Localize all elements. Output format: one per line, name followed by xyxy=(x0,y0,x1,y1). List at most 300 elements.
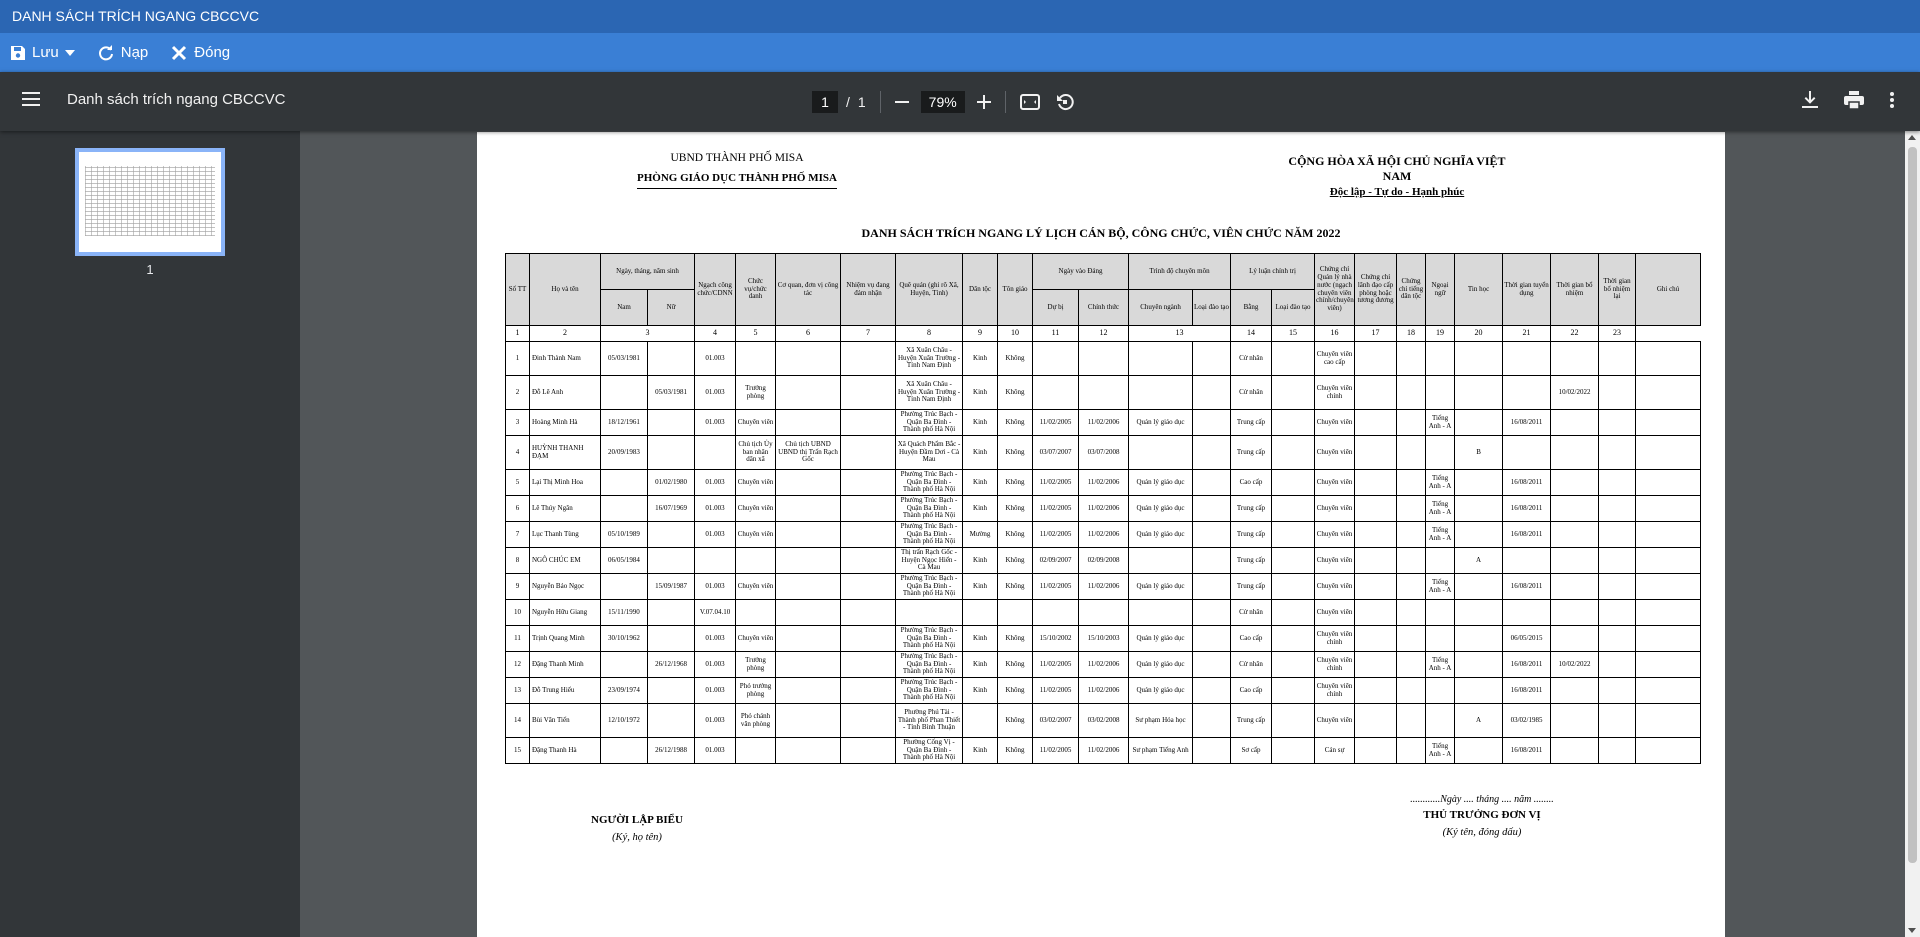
table-row xyxy=(506,470,1701,496)
cell-office: Chủ tịch UBND UBND thị Trấn Rạch Gốc xyxy=(776,436,841,470)
rotate-button[interactable] xyxy=(1056,93,1074,111)
page-number-input[interactable]: 1 xyxy=(812,91,838,113)
cell-leader xyxy=(1355,496,1397,522)
cell-ethnic: Kinh xyxy=(963,548,998,574)
column-number: 3 xyxy=(601,326,695,342)
cell-pol-degree: Cao cấp xyxy=(1231,626,1272,652)
cell-it: A xyxy=(1455,548,1503,574)
table-row xyxy=(506,652,1701,678)
cell-recruit xyxy=(1503,548,1551,574)
cell-party-official: 11/02/2006 xyxy=(1079,652,1129,678)
fit-page-button[interactable] xyxy=(1020,94,1040,110)
cell-name: Đỗ Lê Anh xyxy=(530,376,601,410)
cell-position: Chuyên viên xyxy=(736,496,776,522)
table-row xyxy=(506,522,1701,548)
head-subtitle: (Ký tên, đóng dấu) xyxy=(1442,827,1522,838)
cell-recruit: 16/08/2011 xyxy=(1503,470,1551,496)
cell-state-mgmt: Cán sự xyxy=(1315,738,1355,764)
nation-line1: CỘNG HÒA XÃ HỘI CHỦ NGHĨA VIỆT NAM xyxy=(1288,154,1506,183)
document-heading: DANH SÁCH TRÍCH NGANG LÝ LỊCH CÁN BỘ, CÔNG CHỨC, VIÊN CHỨC NĂM 2022 xyxy=(861,226,1341,240)
cell-party-pre: 11/02/2005 xyxy=(1033,522,1079,548)
chevron-down-icon xyxy=(65,49,75,57)
cell-female xyxy=(648,678,695,704)
cell-stt: 4 xyxy=(506,436,530,470)
cell-religion: Không xyxy=(998,522,1033,548)
cell-party-official: 11/02/2006 xyxy=(1079,522,1129,548)
cell-duty xyxy=(841,548,896,574)
cell-reappoint xyxy=(1599,600,1636,626)
cell-party-pre xyxy=(1033,600,1079,626)
maker-signature-block xyxy=(567,810,707,843)
cell-it xyxy=(1455,410,1503,436)
page-thumbnail[interactable] xyxy=(75,148,225,256)
cell-reappoint xyxy=(1599,704,1636,738)
cell-name: NGÔ CHÚC EM xyxy=(530,548,601,574)
column-number: 16 xyxy=(1315,326,1355,342)
cell-pol-type xyxy=(1272,738,1315,764)
cell-female: 01/02/1980 xyxy=(648,470,695,496)
cell-position: Chủ tịch Ủy ban nhân dân xã xyxy=(736,436,776,470)
refresh-icon xyxy=(97,44,115,62)
close-label: Đóng xyxy=(194,44,231,61)
cell-rank: 01.003 xyxy=(695,470,736,496)
cell-party-official: 03/07/2008 xyxy=(1079,436,1129,470)
cell-recruit: 16/08/2011 xyxy=(1503,410,1551,436)
menu-button[interactable] xyxy=(22,92,40,111)
cell-name: Bùi Văn Tiến xyxy=(530,704,601,738)
table-row xyxy=(506,574,1701,600)
cell-ethnic: Kinh xyxy=(963,496,998,522)
cell-state-mgmt: Chuyên viên chính xyxy=(1315,678,1355,704)
cell-duty xyxy=(841,600,896,626)
header-duty: Nhiệm vụ đang đảm nhận xyxy=(841,254,896,326)
cell-female xyxy=(648,548,695,574)
cell-rank: 01.003 xyxy=(695,410,736,436)
cell-hometown: Xã Quách Phẩm Bắc - Huyện Đầm Dơi - Cà Mau xyxy=(896,436,963,470)
cell-note xyxy=(1636,738,1701,764)
print-button[interactable] xyxy=(1844,91,1864,109)
cell-party-pre: 11/02/2005 xyxy=(1033,652,1079,678)
cell-major: Sư phạm Tiếng Anh xyxy=(1129,738,1193,764)
cell-pol-degree: Cao cấp xyxy=(1231,678,1272,704)
column-number: 8 xyxy=(896,326,963,342)
cell-major xyxy=(1129,376,1193,410)
cell-duty xyxy=(841,652,896,678)
cell-ethnic: Kinh xyxy=(963,470,998,496)
cell-note xyxy=(1636,704,1701,738)
cell-stt: 7 xyxy=(506,522,530,548)
cell-male xyxy=(601,470,648,496)
cell-rank: 01.003 xyxy=(695,574,736,600)
more-options-button[interactable] xyxy=(1890,91,1894,109)
header-it: Tin học xyxy=(1455,254,1503,326)
zoom-in-button[interactable] xyxy=(977,95,991,109)
cell-office xyxy=(776,522,841,548)
cell-ethnic-lang xyxy=(1397,548,1426,574)
cell-position: Trưởng phòng xyxy=(736,376,776,410)
cell-rank: 01.003 xyxy=(695,376,736,410)
header-male: Nam xyxy=(601,290,648,326)
cell-religion: Không xyxy=(998,738,1033,764)
cell-male: 20/09/1983 xyxy=(601,436,648,470)
cell-duty xyxy=(841,626,896,652)
more-vertical-icon xyxy=(1890,92,1894,108)
cell-ethnic-lang xyxy=(1397,574,1426,600)
cell-state-mgmt: Chuyên viên xyxy=(1315,704,1355,738)
column-number: 23 xyxy=(1599,326,1636,342)
cell-appoint xyxy=(1551,342,1599,376)
column-number: 6 xyxy=(776,326,841,342)
cell-state-mgmt: Chuyên viên xyxy=(1315,410,1355,436)
cell-note xyxy=(1636,600,1701,626)
divider xyxy=(1005,91,1006,113)
table-row xyxy=(506,738,1701,764)
cell-foreign: Tiếng Anh - A xyxy=(1426,470,1455,496)
cell-reappoint xyxy=(1599,342,1636,376)
save-button[interactable] xyxy=(10,44,75,61)
cell-party-pre: 11/02/2005 xyxy=(1033,678,1079,704)
cell-state-mgmt: Chuyên viên xyxy=(1315,548,1355,574)
cell-pol-degree: Cao cấp xyxy=(1231,470,1272,496)
cell-party-pre: 11/02/2005 xyxy=(1033,470,1079,496)
cell-name: Đỗ Trung Hiếu xyxy=(530,678,601,704)
table-row xyxy=(506,496,1701,522)
cell-male: 18/12/1961 xyxy=(601,410,648,436)
table-row xyxy=(506,704,1701,738)
cell-edu-type xyxy=(1193,342,1231,376)
cell-rank: 01.003 xyxy=(695,522,736,548)
cell-reappoint xyxy=(1599,410,1636,436)
cell-office xyxy=(776,470,841,496)
cell-ethnic: Kinh xyxy=(963,678,998,704)
cell-ethnic xyxy=(963,600,998,626)
header-pol-degree: Bằng xyxy=(1231,290,1272,326)
column-number-row xyxy=(506,326,1701,342)
cell-pol-type xyxy=(1272,678,1315,704)
cell-pol-type xyxy=(1272,436,1315,470)
cell-party-official: 11/02/2006 xyxy=(1079,496,1129,522)
cell-foreign: Tiếng Anh - A xyxy=(1426,496,1455,522)
cell-recruit: 06/05/2015 xyxy=(1503,626,1551,652)
cell-appoint xyxy=(1551,704,1599,738)
window-title: DANH SÁCH TRÍCH NGANG CBCCVC xyxy=(0,0,1920,33)
cell-stt: 1 xyxy=(506,342,530,376)
cell-hometown: Thị trấn Rạch Gốc - Huyện Ngọc Hiển - Cà Mau xyxy=(896,548,963,574)
column-number: 9 xyxy=(963,326,998,342)
cell-reappoint xyxy=(1599,436,1636,470)
cell-appoint: 10/02/2022 xyxy=(1551,376,1599,410)
cell-pol-type xyxy=(1272,342,1315,376)
cell-pol-degree: Cử nhân xyxy=(1231,652,1272,678)
cell-rank: 01.003 xyxy=(695,626,736,652)
cell-reappoint xyxy=(1599,496,1636,522)
cell-major: Quản lý giáo dục xyxy=(1129,410,1193,436)
print-icon xyxy=(1844,91,1864,109)
header-ethnic: Dân tộc xyxy=(963,254,998,326)
column-number: 1 xyxy=(506,326,530,342)
cell-name: Đặng Thanh Minh xyxy=(530,652,601,678)
cell-note xyxy=(1636,626,1701,652)
cell-recruit xyxy=(1503,342,1551,376)
cell-hometown: Phường Trúc Bạch - Quận Ba Đình - Thành phố Hà Nội xyxy=(896,626,963,652)
cell-position: Chuyên viên xyxy=(736,410,776,436)
column-number: 21 xyxy=(1503,326,1551,342)
thumbnail-sidebar xyxy=(0,131,300,937)
column-number: 15 xyxy=(1272,326,1315,342)
maker-title: NGƯỜI LẬP BIỂU xyxy=(591,814,683,826)
cell-reappoint xyxy=(1599,470,1636,496)
cell-foreign: Tiếng Anh - A xyxy=(1426,410,1455,436)
cell-party-official: 03/02/2008 xyxy=(1079,704,1129,738)
cell-religion xyxy=(998,600,1033,626)
cell-note xyxy=(1636,496,1701,522)
cell-female xyxy=(648,342,695,376)
cell-religion: Không xyxy=(998,574,1033,600)
cell-state-mgmt: Chuyên viên chính xyxy=(1315,652,1355,678)
hamburger-menu-icon xyxy=(22,92,40,106)
cell-note xyxy=(1636,470,1701,496)
cell-ethnic-lang xyxy=(1397,704,1426,738)
cell-pol-degree: Trung cấp xyxy=(1231,548,1272,574)
cell-stt: 2 xyxy=(506,376,530,410)
cell-pol-type xyxy=(1272,704,1315,738)
cell-hometown: Phường Trúc Bạch - Quận Ba Đình - Thành phố Hà Nội xyxy=(896,574,963,600)
header-party-pre: Dự bị xyxy=(1033,290,1079,326)
cell-pol-type xyxy=(1272,548,1315,574)
cell-name: Nguyễn Hữu Giang xyxy=(530,600,601,626)
column-number: 12 xyxy=(1079,326,1129,342)
cell-pol-type xyxy=(1272,470,1315,496)
cell-edu-type xyxy=(1193,522,1231,548)
cell-stt: 9 xyxy=(506,574,530,600)
cell-name: Trịnh Quang Minh xyxy=(530,626,601,652)
reload-button[interactable] xyxy=(97,44,149,62)
cell-appoint xyxy=(1551,410,1599,436)
cell-party-pre: 03/07/2007 xyxy=(1033,436,1079,470)
cell-it xyxy=(1455,496,1503,522)
cell-religion: Không xyxy=(998,652,1033,678)
cell-party-official: 11/02/2006 xyxy=(1079,410,1129,436)
cell-note xyxy=(1636,522,1701,548)
cell-duty xyxy=(841,342,896,376)
cell-reappoint xyxy=(1599,522,1636,548)
cell-office xyxy=(776,496,841,522)
cell-office xyxy=(776,704,841,738)
header-stt: Số TT xyxy=(506,254,530,326)
cell-edu-type xyxy=(1193,574,1231,600)
header-foreign-lang: Ngoại ngữ xyxy=(1426,254,1455,326)
table-row xyxy=(506,600,1701,626)
cell-party-official xyxy=(1079,376,1129,410)
scroll-down-arrow[interactable] xyxy=(1908,928,1916,933)
cell-ethnic: Mường xyxy=(963,522,998,548)
cell-office xyxy=(776,342,841,376)
cell-ethnic: Kinh xyxy=(963,376,998,410)
column-number: 17 xyxy=(1355,326,1397,342)
zoom-out-button[interactable] xyxy=(895,95,909,109)
column-number: 11 xyxy=(1033,326,1079,342)
cell-position: Chuyên viên xyxy=(736,470,776,496)
cell-major: Quản lý giáo dục xyxy=(1129,522,1193,548)
cell-position: Trưởng phòng xyxy=(736,652,776,678)
column-number: 20 xyxy=(1455,326,1503,342)
column-number: 2 xyxy=(530,326,601,342)
cell-party-official xyxy=(1079,600,1129,626)
cell-party-pre xyxy=(1033,342,1079,376)
cell-position xyxy=(736,342,776,376)
cell-it xyxy=(1455,626,1503,652)
cell-office xyxy=(776,738,841,764)
cell-pol-type xyxy=(1272,410,1315,436)
agency-line1: UBND THÀNH PHỐ MISA xyxy=(670,152,804,164)
cell-ethnic: Kinh xyxy=(963,738,998,764)
column-number: 10 xyxy=(998,326,1033,342)
cell-state-mgmt: Chuyên viên xyxy=(1315,496,1355,522)
header-appoint: Thời gian bổ nhiệm xyxy=(1551,254,1599,326)
cell-edu-type xyxy=(1193,652,1231,678)
table-row xyxy=(506,548,1701,574)
cell-leader xyxy=(1355,678,1397,704)
cell-office xyxy=(776,626,841,652)
cell-edu-type xyxy=(1193,496,1231,522)
cell-foreign: Tiếng Anh - A xyxy=(1426,652,1455,678)
header-party-official: Chính thức xyxy=(1079,290,1129,326)
cell-male xyxy=(601,376,648,410)
cell-stt: 3 xyxy=(506,410,530,436)
cell-pol-type xyxy=(1272,626,1315,652)
cell-pol-degree: Trung cấp xyxy=(1231,410,1272,436)
cell-ethnic: Kinh xyxy=(963,652,998,678)
cell-leader xyxy=(1355,410,1397,436)
cell-religion: Không xyxy=(998,410,1033,436)
cell-it: A xyxy=(1455,704,1503,738)
cell-hometown: Phường Cống Vị - Quận Ba Đình - Thành phố Hà Nội xyxy=(896,738,963,764)
pdf-viewer-toolbar xyxy=(0,72,1920,131)
cell-it xyxy=(1455,376,1503,410)
cell-it xyxy=(1455,600,1503,626)
agency-line2: PHÒNG GIÁO DỤC THÀNH PHỐ MISA xyxy=(637,172,837,189)
cell-edu-type xyxy=(1193,470,1231,496)
cell-stt: 14 xyxy=(506,704,530,738)
cell-male xyxy=(601,574,648,600)
cell-major xyxy=(1129,342,1193,376)
cell-foreign: Tiếng Anh - A xyxy=(1426,574,1455,600)
cell-ethnic xyxy=(963,704,998,738)
cell-rank: 01.003 xyxy=(695,496,736,522)
cell-female xyxy=(648,522,695,548)
cell-pol-degree: Cử nhân xyxy=(1231,376,1272,410)
cell-position xyxy=(736,548,776,574)
sign-date-line: ............Ngày .... tháng .... năm ........ xyxy=(1410,794,1554,805)
cell-party-pre xyxy=(1033,376,1079,410)
scroll-up-arrow[interactable] xyxy=(1908,135,1916,140)
vertical-scrollbar[interactable] xyxy=(1905,131,1920,937)
cell-appoint xyxy=(1551,522,1599,548)
cell-stt: 15 xyxy=(506,738,530,764)
cell-male: 23/09/1974 xyxy=(601,678,648,704)
cell-male: 05/03/1981 xyxy=(601,342,648,376)
cell-party-pre: 11/02/2005 xyxy=(1033,496,1079,522)
close-button[interactable] xyxy=(170,44,230,62)
column-number: 14 xyxy=(1231,326,1272,342)
cell-appoint xyxy=(1551,496,1599,522)
cell-hometown: Phường Trúc Bạch - Quận Ba Đình - Thành phố Hà Nội xyxy=(896,410,963,436)
cell-ethnic-lang xyxy=(1397,376,1426,410)
cell-office xyxy=(776,574,841,600)
cell-pol-degree: Trung cấp xyxy=(1231,496,1272,522)
cell-pol-degree: Cử nhân xyxy=(1231,600,1272,626)
cell-name: Lục Thanh Tùng xyxy=(530,522,601,548)
cell-recruit: 16/08/2011 xyxy=(1503,496,1551,522)
cell-it xyxy=(1455,738,1503,764)
cell-stt: 10 xyxy=(506,600,530,626)
cell-name: Lại Thị Minh Hoa xyxy=(530,470,601,496)
header-reappoint: Thời gian bổ nhiệm lại xyxy=(1599,254,1636,326)
cell-duty xyxy=(841,704,896,738)
cell-it xyxy=(1455,342,1503,376)
cell-ethnic: Kinh xyxy=(963,574,998,600)
cell-reappoint xyxy=(1599,376,1636,410)
scrollbar-thumb[interactable] xyxy=(1908,147,1917,863)
fit-to-page-icon xyxy=(1020,94,1040,110)
table-row xyxy=(506,678,1701,704)
cell-religion: Không xyxy=(998,376,1033,410)
cell-duty xyxy=(841,678,896,704)
cell-recruit: 16/08/2011 xyxy=(1503,652,1551,678)
header-major: Chuyên ngành xyxy=(1129,290,1193,326)
cell-recruit: 03/02/1985 xyxy=(1503,704,1551,738)
cell-ethnic: Kinh xyxy=(963,626,998,652)
cell-ethnic-lang xyxy=(1397,600,1426,626)
header-female: Nữ xyxy=(648,290,695,326)
header-edu: Trình độ chuyên môn xyxy=(1129,254,1231,290)
thumbnail-page-number: 1 xyxy=(146,262,154,277)
cell-religion: Không xyxy=(998,470,1033,496)
cell-ethnic: Kinh xyxy=(963,342,998,376)
plus-icon xyxy=(977,95,991,109)
cell-leader xyxy=(1355,652,1397,678)
cell-appoint xyxy=(1551,470,1599,496)
cell-leader xyxy=(1355,548,1397,574)
cell-state-mgmt: Chuyên viên xyxy=(1315,574,1355,600)
cell-position xyxy=(736,600,776,626)
cell-it xyxy=(1455,470,1503,496)
cell-religion: Không xyxy=(998,704,1033,738)
cell-name: Nguyễn Bảo Ngọc xyxy=(530,574,601,600)
viewer-actions xyxy=(1802,91,1894,109)
cell-state-mgmt: Chuyên viên xyxy=(1315,600,1355,626)
cell-religion: Không xyxy=(998,548,1033,574)
cell-pol-type xyxy=(1272,600,1315,626)
cell-party-pre: 02/09/2007 xyxy=(1033,548,1079,574)
cell-ethnic: Kinh xyxy=(963,410,998,436)
cell-edu-type xyxy=(1193,626,1231,652)
cell-religion: Không xyxy=(998,678,1033,704)
cell-appoint xyxy=(1551,436,1599,470)
cell-note xyxy=(1636,652,1701,678)
cell-male xyxy=(601,496,648,522)
zoom-input[interactable]: 79% xyxy=(921,91,965,113)
download-button[interactable] xyxy=(1802,91,1818,109)
save-label: Lưu xyxy=(32,44,59,61)
cell-appoint xyxy=(1551,678,1599,704)
cell-note xyxy=(1636,574,1701,600)
cell-leader xyxy=(1355,600,1397,626)
cell-foreign xyxy=(1426,376,1455,410)
cell-pol-degree: Trung cấp xyxy=(1231,574,1272,600)
cell-hometown xyxy=(896,600,963,626)
cell-reappoint xyxy=(1599,548,1636,574)
